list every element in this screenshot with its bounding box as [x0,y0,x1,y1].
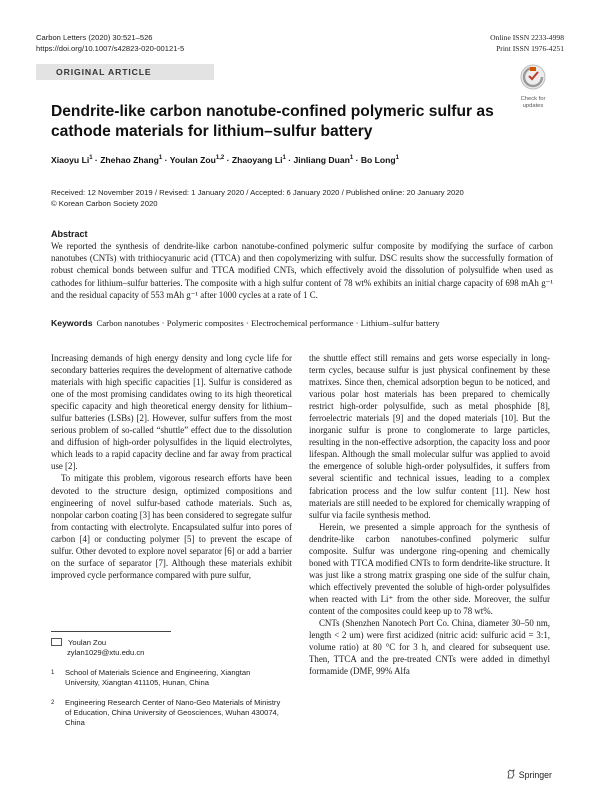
author[interactable]: Bo Long$^1$ [360,155,400,165]
paragraph: CNTs (Shenzhen Nanotech Port Co. China, diameter 30–50 nm, length < 2 um) were first acidized (nitric acid: sulfuric acid = 3:1, volume ratio) at 80 °C for 3 h, and cleared for subsequent use. Then, TTCA and the pre-treated CNTs were added in dimethyl formamide (DMF, 99% Alfa [309,618,550,677]
footnote-divider [51,631,171,632]
springer-horse-icon [506,769,516,779]
paragraph: Herein, we presented a simple approach for the synthesis of dendrite-like carbon nanotubes-confined polymeric sulfur composite. Sulfur was undergone ring-opening and chemically boned with TTCA modified CNTs to form dendrite-like structure. It was just like a strong matrix grasping one side of the sulfur chain, which effectively prevented the soluble of high-order polysulfides when reacted with Li⁺ from the other side. Moreover, the sulfur content of the composites could keep up to 78 wt%. [309,521,550,616]
running-header-right [490,33,564,54]
running-header-left [36,33,184,54]
check-for-updates-badge[interactable] [513,64,553,109]
paragraph: Increasing demands of high energy density and long cycle life for secondary batteries requires the development of alternative cathode materials with high specific capacities [1]. Sulfur is considered as one of the most promising candidates owing to its high theoretical specific capacity and high theoretical energy density for lithium–sulfur batteries (LSBs) [2]. However, sulfur suffers from the most serious problem of so-called “shuttle” effect due to the dissolution and diffusion of high-order polysulfides in the liquid electrolytes, which leads to a rapid capacity decline and far away from practical use [2]. [51,353,292,472]
check-for-updates-line1: Check for [520,96,546,102]
check-for-updates-line2: updates [522,102,544,109]
body-column-right [309,352,550,677]
paragraph: the shuttle effect still remains and gets worse especially in long-term cycles, because sulfur is just physical confinement by these matrixes. Since then, chemical adsorption begun to be noticed, and various polar host materials has been prepared to chemically restrict high-order polysulfide, such as metal phosphide [8], ferroelectric materials [9] and the doped materials [10]. But the inorganic sulfur is prone to conglomerate to large particles, resulting in the non-effective adsorption, the capacity loss and poor lifespan. Although the small molecular sulfur was applied to avoid the emergence of soluble high-order polysulfides, it suffers from several scientific and technical issues, leading to a complex fabrication process and the low sulfur content [11]. New host materials are still needed to be explored for chemically wrapping of sulfur via facile synthesis method. [309,353,550,520]
envelope-icon [51,638,62,646]
corresponding-name: Youlan Zou [68,638,107,647]
keywords-line [51,318,553,328]
doi-link[interactable]: https://doi.org/10.1007/s42823-020-00121-5 [36,43,185,53]
publisher-name: Springer [518,770,552,780]
copyright-line: © Korean Carbon Society 2020 [51,198,158,208]
check-for-updates-icon [520,64,546,90]
author[interactable]: Zhehao Zhang$^1$ [100,155,163,165]
keywords-text: Carbon nanotubes · Polymeric composites · Electrochemical performance · Lithium–sulfur battery [96,318,440,328]
publication-history [51,188,464,209]
body-column-left [51,352,292,581]
keywords-label: Keywords [51,318,93,328]
corresponding-email[interactable]: zylan1029@xtu.edu.cn [67,648,145,657]
corresponding-author [51,637,144,658]
journal-citation: Carbon Letters (2020) 30:521–526 [36,33,153,42]
paragraph: To mitigate this problem, vigorous research efforts have been devoted to the structure design, optimized compositions and engineering of novel sulfur-based cathode materials. Such as, nonpolar carbon coating [3] has been considered to segregate sulfur from contacting with electrolyte. Encapsulated sulfur into pores of carbon [4] or conducting polymer [5] to prevent the escape of sulfur. Other devoted to explore novel separator [6] or add a barrier on the surface of separator [7]. Although these materials exhibit improved cycle performance compared with pure sulfur, [51,473,292,580]
author[interactable]: Zhaoyang Li$^1$ [231,155,286,165]
article-type-banner: ORIGINAL ARTICLE [36,64,214,80]
affiliation-2: 2 Engineering Research Center of Nano-Geo Materials of Ministry of Education, China University of Geosciences, Wuhan 430074, China [51,698,281,727]
article-title: Dendrite-like carbon nanotube-confined polymeric sulfur as cathode materials for lithium–sulfur battery [51,103,494,140]
abstract-heading: Abstract [51,229,88,239]
online-issn: Online ISSN 2233-4998 [490,33,564,42]
abstract-body [51,240,553,301]
publisher-logo [506,769,552,780]
author[interactable]: Youlan Zou$^{1,2}$ [169,155,225,165]
author[interactable]: Xiaoyu Li$^1$ [51,155,93,165]
print-issn: Print ISSN 1976-4251 [496,43,564,53]
affiliation-1: 1 School of Materials Science and Engineering, Xiangtan University, Xiangtan 411105, Hunan, China [51,668,251,687]
author-list: Xiaoyu $Li^1$ · Zhehao Zhang$^1$ · Youlan Zou$^{1,2}$ · Zhaoyang $Li^1$ · Jinliang Duan$^1$ · Bo Long$^1$ [51,155,400,165]
author[interactable]: Jinliang Duan$^1$ [293,155,354,165]
abstract-text: We reported the synthesis of dendrite-like carbon nanotube-confined polymeric sulfur composite by modifying the surface of carbon nanotubes (CNTs) with trithiocyanuric acid (TTCA) and then copolymerizing with sulfur. DSC results show the successfully formation of robust chemical bonds between sulfur and TTCA modified CNTs, which effectively avoid the dissolution of polysulfide when used as cathodes for lithium–sulfur batteries. The composite with a high sulfur content of 78 wt% exhibits an initial charge capacity of 698 mAh g⁻¹ and the residual capacity of 553 mAh g⁻¹ after 1000 cycles at a rate of 1 C. [51,241,553,300]
dates-line: Received: 12 November 2019 / Revised: 1 January 2020 / Accepted: 6 January 2020 / Published online: 20 January 2020 [51,188,464,197]
